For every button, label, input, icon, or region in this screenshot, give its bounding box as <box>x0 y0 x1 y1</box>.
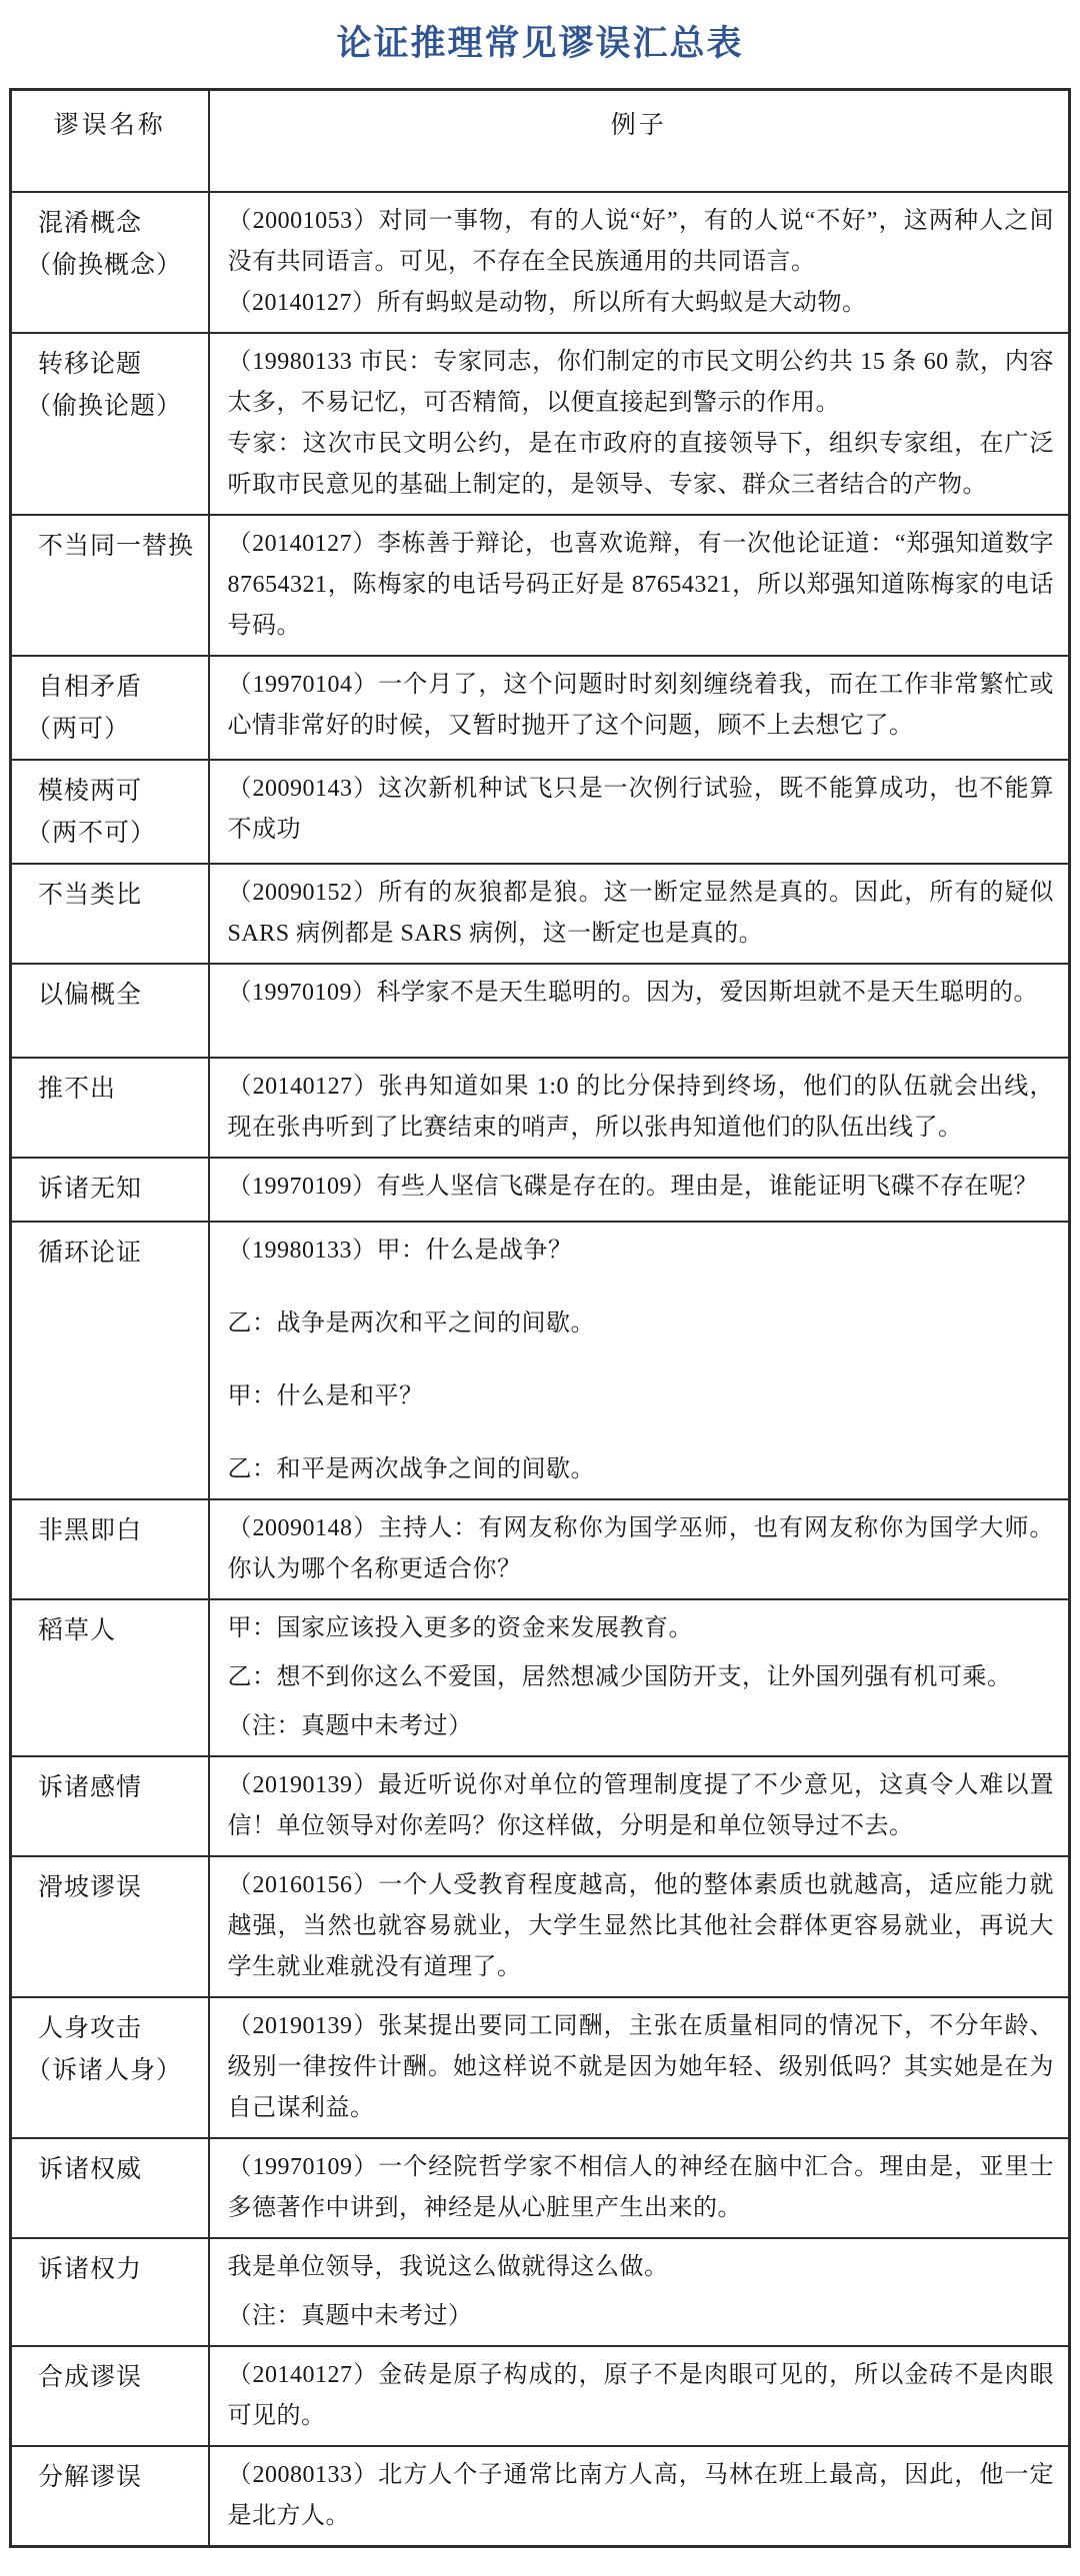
column-header-example: 例子 <box>209 90 1070 192</box>
example-cell <box>209 1499 1070 1599</box>
table-row <box>11 760 1070 864</box>
example-paragraph: 甲：国家应该投入更多的资金来发展教育。 <box>227 1614 693 1641</box>
example-cell <box>209 964 1070 1058</box>
example-paragraph: （注：真题中未考过） <box>227 2302 473 2329</box>
fallacy-name: 不当同一替换 <box>38 532 195 560</box>
fallacy-name: 自相矛盾 <box>38 673 143 701</box>
table-row <box>11 515 1070 656</box>
example-paragraph: （20080133）北方人个子通常比南方人高，马林在班上最高，因此，他一定是北方人。 <box>227 2461 1054 2529</box>
example-cell <box>209 1997 1070 2138</box>
fallacy-alt-name: （两可） <box>26 715 131 743</box>
fallacy-name-cell <box>11 656 209 760</box>
fallacy-name: 循环论证 <box>38 1239 143 1267</box>
example-paragraph: （19970109）一个经院哲学家不相信人的神经在脑中汇合。理由是，亚里士多德著作中讲到，神经是从心脏里产生出来的。 <box>227 2153 1054 2221</box>
example-cell <box>209 2238 1070 2346</box>
table-row <box>11 1158 1070 1222</box>
fallacy-name-cell <box>11 2138 209 2238</box>
example-paragraph: 我是单位领导，我说这么做就得这么做。 <box>227 2253 669 2280</box>
example-cell <box>209 1599 1070 1756</box>
example-paragraph: （19970109）科学家不是天生聪明的。因为，爱因斯坦就不是天生聪明的。 <box>227 979 1038 1006</box>
column-header-fallacy-name: 谬误名称 <box>11 90 209 192</box>
fallacy-name-cell <box>11 864 209 964</box>
fallacy-name-cell <box>11 1222 209 1499</box>
example-paragraph: （19970104）一个月了，这个问题时时刻刻缠绕着我，而在工作非常繁忙或心情非常好的时候，又暂时抛开了这个问题，顾不上去想它了。 <box>227 671 1054 739</box>
table-row <box>11 964 1070 1058</box>
fallacy-name-cell <box>11 515 209 656</box>
fallacy-alt-name: （偷换论题） <box>26 392 183 420</box>
example-paragraph: 乙：想不到你这么不爱国，居然想减少国防开支，让外国列强有机可乘。 <box>227 1663 1012 1690</box>
fallacy-name-cell <box>11 1599 209 1756</box>
table-row <box>11 192 1070 333</box>
fallacy-name-cell <box>11 760 209 864</box>
example-paragraph: （20140127）张冉知道如果 1:0 的比分保持到终场，他们的队伍就会出线，现在张冉听到了比赛结束的哨声，所以张冉知道他们的队伍出线了。 <box>227 1073 1054 1141</box>
header-row <box>11 90 1070 192</box>
example-cell <box>209 2138 1070 2238</box>
fallacy-name: 滑坡谬误 <box>38 1873 143 1901</box>
example-paragraph: （20001053）对同一事物，有的人说“好”，有的人说“不好”，这两种人之间没有共同语言。可见，不存在全民族通用的共同语言。 <box>227 207 1054 275</box>
fallacy-name: 混淆概念 <box>38 209 143 237</box>
example-paragraph: （20090148）主持人：有网友称你为国学巫师，也有网友称你为国学大师。你认为哪个名称更适合你？ <box>227 1514 1054 1582</box>
example-paragraph: 甲：什么是和平？ <box>227 1382 424 1409</box>
example-paragraph: （20140127）李栋善于辩论，也喜欢诡辩，有一次他论证道：“郑强知道数字 87654321，陈梅家的电话号码正好是 87654321，所以郑强知道陈梅家的电话号码。 <box>227 530 1054 639</box>
table-row <box>11 2446 1070 2547</box>
example-cell <box>209 515 1070 656</box>
page-title: 论证推理常见谬误汇总表 <box>336 24 744 63</box>
fallacy-name-cell <box>11 1058 209 1158</box>
example-paragraph: （19980133 市民：专家同志，你们制定的市民文明公约共 15 条 60 款，内容太多，不易记忆，可否精简，以便直接起到警示的作用。 <box>227 348 1054 416</box>
fallacy-name: 人身攻击 <box>38 2014 143 2042</box>
fallacy-name: 转移论题 <box>38 350 143 378</box>
example-paragraph: （19970109）有些人坚信飞碟是存在的。理由是，谁能证明飞碟不存在呢？ <box>227 1173 1038 1200</box>
example-cell <box>209 1856 1070 1997</box>
example-cell <box>209 1058 1070 1158</box>
example-paragraph: （20190139）最近听说你对单位的管理制度提了不少意见，这真令人难以置信！单位领导对你差吗？你这样做，分明是和单位领导过不去。 <box>227 1771 1054 1839</box>
table-row <box>11 2238 1070 2346</box>
table-body <box>11 192 1070 2547</box>
example-paragraph: 乙：战争是两次和平之间的间歇。 <box>227 1309 595 1336</box>
example-paragraph: （20140127）所有蚂蚁是动物，所以所有大蚂蚁是大动物。 <box>227 289 867 316</box>
example-paragraph: （20090143）这次新机种试飞只是一次例行试验，既不能算成功，也不能算不成功 <box>227 775 1054 843</box>
fallacy-name: 诉诸无知 <box>38 1175 143 1203</box>
fallacy-name-cell <box>11 2238 209 2346</box>
example-paragraph: （20190139）张某提出要同工同酬，主张在质量相同的情况下，不分年龄、级别一律按件计酬。她这样说不就是因为她年轻、级别低吗？其实她是在为自己谋利益。 <box>227 2012 1054 2121</box>
fallacy-name-cell <box>11 2346 209 2446</box>
example-paragraph: （20140127）金砖是原子构成的，原子不是肉眼可见的，所以金砖不是肉眼可见的。 <box>227 2361 1054 2429</box>
table-row <box>11 1599 1070 1756</box>
fallacy-name-cell <box>11 1856 209 1997</box>
table-row <box>11 1499 1070 1599</box>
table-row <box>11 1756 1070 1856</box>
fallacy-alt-name: （两不可） <box>26 819 157 847</box>
fallacy-name-cell <box>11 1997 209 2138</box>
fallacy-name-cell <box>11 964 209 1058</box>
fallacy-alt-name: （诉诸人身） <box>26 2056 183 2084</box>
fallacy-name: 不当类比 <box>38 881 143 909</box>
table-row <box>11 1856 1070 1997</box>
fallacy-name-cell <box>11 192 209 333</box>
fallacy-name: 诉诸权力 <box>38 2255 143 2283</box>
fallacy-name: 推不出 <box>38 1075 117 1103</box>
example-cell <box>209 1222 1070 1499</box>
example-cell <box>209 333 1070 515</box>
fallacy-name-cell <box>11 1499 209 1599</box>
example-cell <box>209 760 1070 864</box>
fallacy-name-cell <box>11 333 209 515</box>
example-paragraph: （注：真题中未考过） <box>227 1712 473 1739</box>
fallacy-table <box>9 88 1071 2548</box>
example-paragraph: 专家：这次市民文明公约，是在市政府的直接领导下，组织专家组，在广泛听取市民意见的基础上制定的，是领导、专家、群众三者结合的产物。 <box>227 430 1054 498</box>
example-cell <box>209 1756 1070 1856</box>
fallacy-alt-name: （偷换概念） <box>26 251 183 279</box>
table-row <box>11 333 1070 515</box>
fallacy-name: 稻草人 <box>38 1616 117 1644</box>
table-row <box>11 656 1070 760</box>
table-row <box>11 1222 1070 1499</box>
example-cell <box>209 656 1070 760</box>
example-cell <box>209 192 1070 333</box>
table-row <box>11 1997 1070 2138</box>
fallacy-name-cell <box>11 1158 209 1222</box>
fallacy-name: 模棱两可 <box>38 777 143 805</box>
table-row <box>11 864 1070 964</box>
example-paragraph: 乙：和平是两次战争之间的间歇。 <box>227 1455 595 1482</box>
fallacy-name: 以偏概全 <box>38 981 143 1009</box>
example-paragraph: （19980133）甲：什么是战争？ <box>227 1237 573 1264</box>
example-paragraph: （20160156）一个人受教育程度越高，他的整体素质也就越高，适应能力就越强，当然也就容易就业，大学生显然比其他社会群体更容易就业，再说大学生就业难就没有道理了。 <box>227 1871 1054 1980</box>
fallacy-name-cell <box>11 1756 209 1856</box>
fallacy-name: 分解谬误 <box>38 2463 143 2491</box>
example-cell <box>209 2446 1070 2547</box>
fallacy-name-cell <box>11 2446 209 2547</box>
table-row <box>11 1058 1070 1158</box>
fallacy-name: 诉诸感情 <box>38 1773 143 1801</box>
example-paragraph: （20090152）所有的灰狼都是狼。这一断定显然是真的。因此，所有的疑似 SARS 病例都是 SARS 病例，这一断定也是真的。 <box>227 879 1054 947</box>
fallacy-name: 非黑即白 <box>38 1516 143 1544</box>
example-cell <box>209 864 1070 964</box>
example-cell <box>209 2346 1070 2446</box>
table-row <box>11 2138 1070 2238</box>
fallacy-name: 诉诸权威 <box>38 2155 143 2183</box>
fallacy-name: 合成谬误 <box>38 2363 143 2391</box>
table-row <box>11 2346 1070 2446</box>
example-cell <box>209 1158 1070 1222</box>
